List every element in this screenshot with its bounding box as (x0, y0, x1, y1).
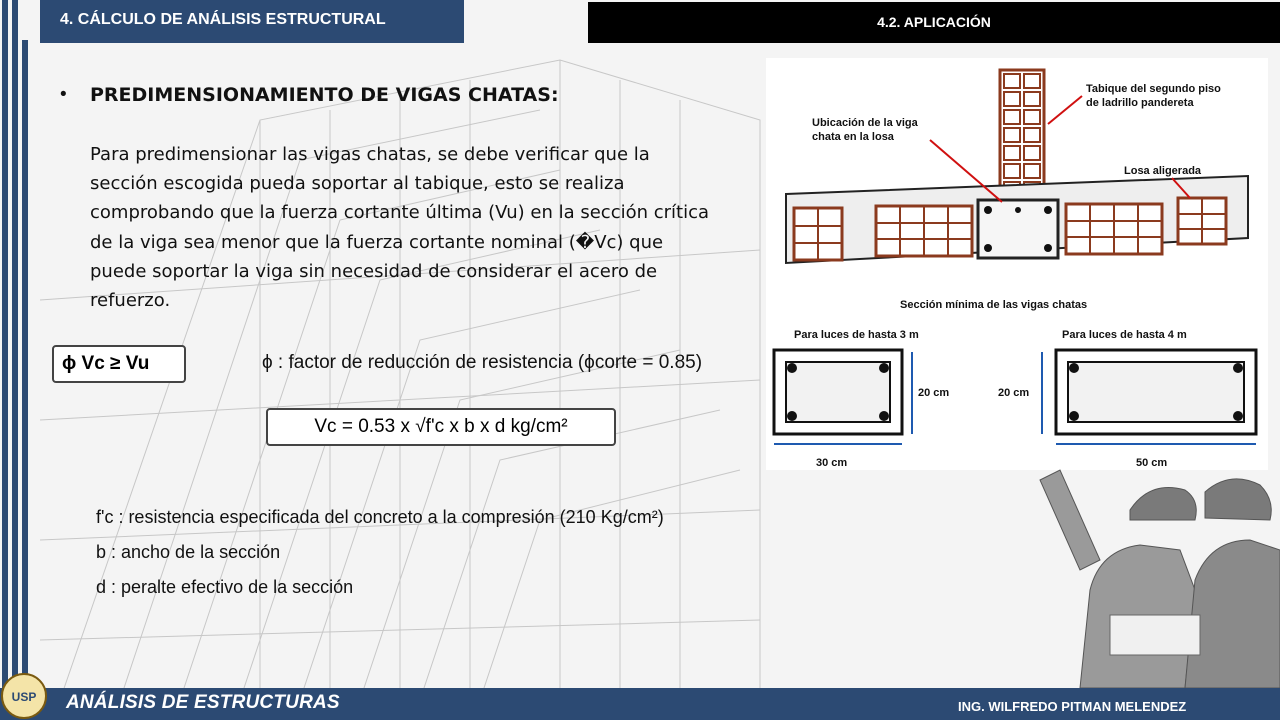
ubicacion-label-1: Ubicación de la viga (812, 117, 918, 129)
tabique-label-2: de ladrillo pandereta (1086, 97, 1194, 109)
section-header: 4. CÁLCULO DE ANÁLISIS ESTRUCTURAL (40, 0, 464, 43)
left-width-label: 30 cm (816, 457, 848, 469)
shear-condition-formula: ϕ Vc ≥ Vu (52, 345, 186, 383)
tabique-wall (1000, 70, 1044, 198)
vc-formula: Vc = 0.53 x √f'c x b x d kg/cm² (266, 408, 616, 446)
right-caption: Para luces de hasta 4 m (1062, 329, 1187, 341)
subsection-header: 4.2. APLICACIÓN (588, 2, 1280, 43)
phi-definition: ϕ : factor de reducción de resistencia (ϕcorte = 0.85) (262, 352, 703, 373)
slab (786, 176, 1248, 263)
sections-title: Sección mínima de las vigas chatas (900, 299, 1088, 311)
ubicacion-label-2: chata en la losa (812, 131, 894, 143)
section-50x20 (1042, 350, 1256, 444)
losa-label: Losa aligerada (1124, 165, 1202, 177)
page-title: PREDIMENSIONAMIENTO DE VIGAS CHATAS: (90, 84, 559, 106)
university-logo (0, 672, 48, 720)
bullet-icon: • (60, 84, 67, 105)
right-width-label: 50 cm (1136, 457, 1168, 469)
body-paragraph: Para predimensionar las vigas chatas, se debe verificar que la sección escogida pueda soportar al tabique, esto se realiza comprobando que la fuerza cortante última (Vu) en la sección crítica de la viga sea menor que la fuerza cortante nominal (�Vc) que puede soportar la viga sin necesidad de considerar el acero de refuerzo. (90, 144, 710, 312)
definition-fc: f'c : resistencia especificada del concreto a la compresión (210 Kg/cm²) (96, 507, 664, 527)
left-caption: Para luces de hasta 3 m (794, 329, 919, 341)
tabique-label-1: Tabique del segundo piso (1086, 83, 1221, 95)
course-name: ANÁLISIS DE ESTRUCTURAS (66, 692, 340, 713)
section-30x20 (774, 350, 912, 444)
definition-b: b : ancho de la sección (96, 542, 281, 562)
svg-text:USP: USP (11, 690, 37, 704)
left-decorative-stripes (0, 0, 40, 690)
author-name: ING. WILFREDO PITMAN MELENDEZ (958, 699, 1187, 714)
left-height-label: 20 cm (918, 387, 950, 399)
right-height-label: 20 cm (998, 387, 1030, 399)
slab-beam-diagram (766, 58, 1268, 294)
definition-d: d : peralte efectivo de la sección (96, 577, 354, 597)
engineers-illustration (1020, 440, 1280, 688)
